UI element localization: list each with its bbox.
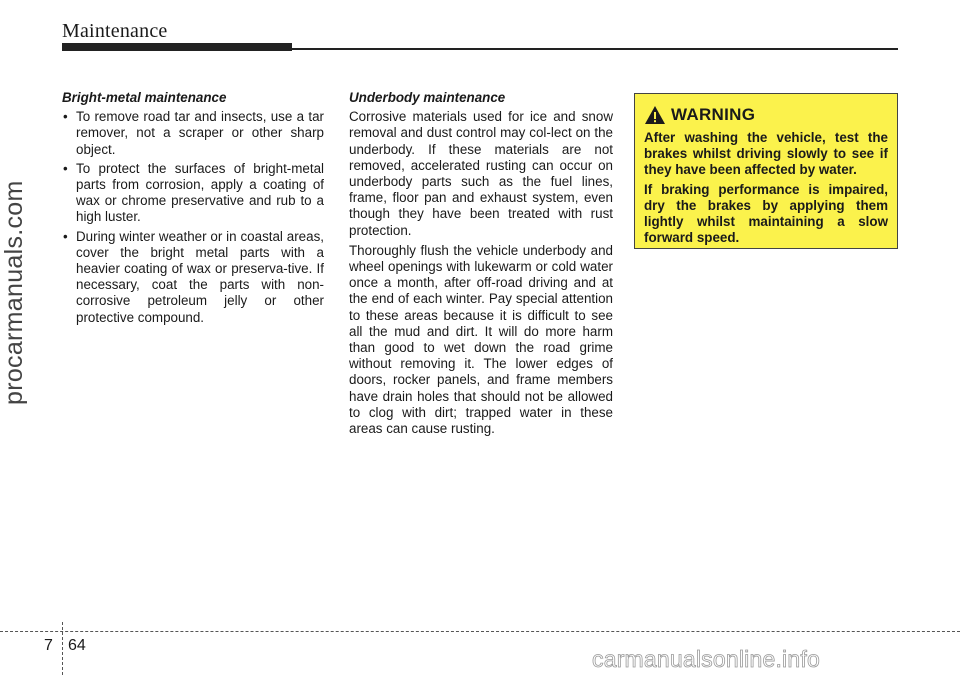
underbody-paragraph: Thoroughly flush the vehicle underbody and wheel openings with lukewarm or cold water once a month, after off-road driving and at the end of each winter. Pay special attention to these areas because it is difficult to see all the mud and dirt. It will do more harm than good to wet down the road grime without removing it. The lower edges of doors, rocker panels, and frame members have drain holes that should not be allowed to clog with dirt; trapped water in these areas can cause rusting. — [349, 242, 613, 437]
warning-paragraph: If braking performance is impaired, dry the brakes by applying them lightly whilst maintaining a slow forward speed. — [644, 182, 888, 245]
list-item: • To protect the surfaces of bright-metal parts from corrosion, apply a coating of wax or chrome preservative and rub to a high luster. — [62, 161, 324, 226]
warning-triangle-icon — [644, 105, 666, 125]
list-item: • During winter weather or in coastal areas, cover the bright metal parts with a heavier coating of wax or preserva-tive. If necessary, coat the parts with non-corrosive petroleum jelly or other protective compound. — [62, 229, 324, 326]
side-watermark: procarmanuals.com — [0, 180, 28, 405]
bright-metal-section — [62, 90, 324, 329]
warning-title: WARNING — [671, 105, 756, 124]
footer-rule — [0, 631, 960, 632]
bottom-watermark: carmanualsonline.info — [592, 646, 820, 672]
bright-metal-list — [62, 109, 324, 326]
underbody-heading: Underbody maintenance — [349, 90, 506, 105]
chapter-number: 7 — [44, 637, 53, 654]
header-rule-thick — [62, 43, 292, 51]
bright-metal-heading: Bright-metal maintenance — [62, 90, 227, 105]
warning-paragraph: After washing the vehicle, test the brakes whilst driving slowly to see if they have been affected by water. — [644, 130, 888, 177]
underbody-section — [349, 90, 613, 441]
header-rule-thin — [292, 48, 898, 50]
underbody-paragraph: Corrosive materials used for ice and snow removal and dust control may col-lect on the underbody. If these materials are not removed, accelerated rusting can occur on underbody parts such as the fuel lines, frame, floor pan and exhaust system, even though they have been treated with rust protection. — [349, 109, 613, 238]
warning-box — [634, 93, 898, 249]
page-header-title: Maintenance — [62, 20, 168, 42]
page-number: 64 — [68, 637, 86, 654]
list-item: • To remove road tar and insects, use a tar remover, not a scraper or other sharp object. — [62, 109, 324, 158]
footer-divider — [62, 622, 63, 675]
warning-header — [644, 104, 888, 126]
